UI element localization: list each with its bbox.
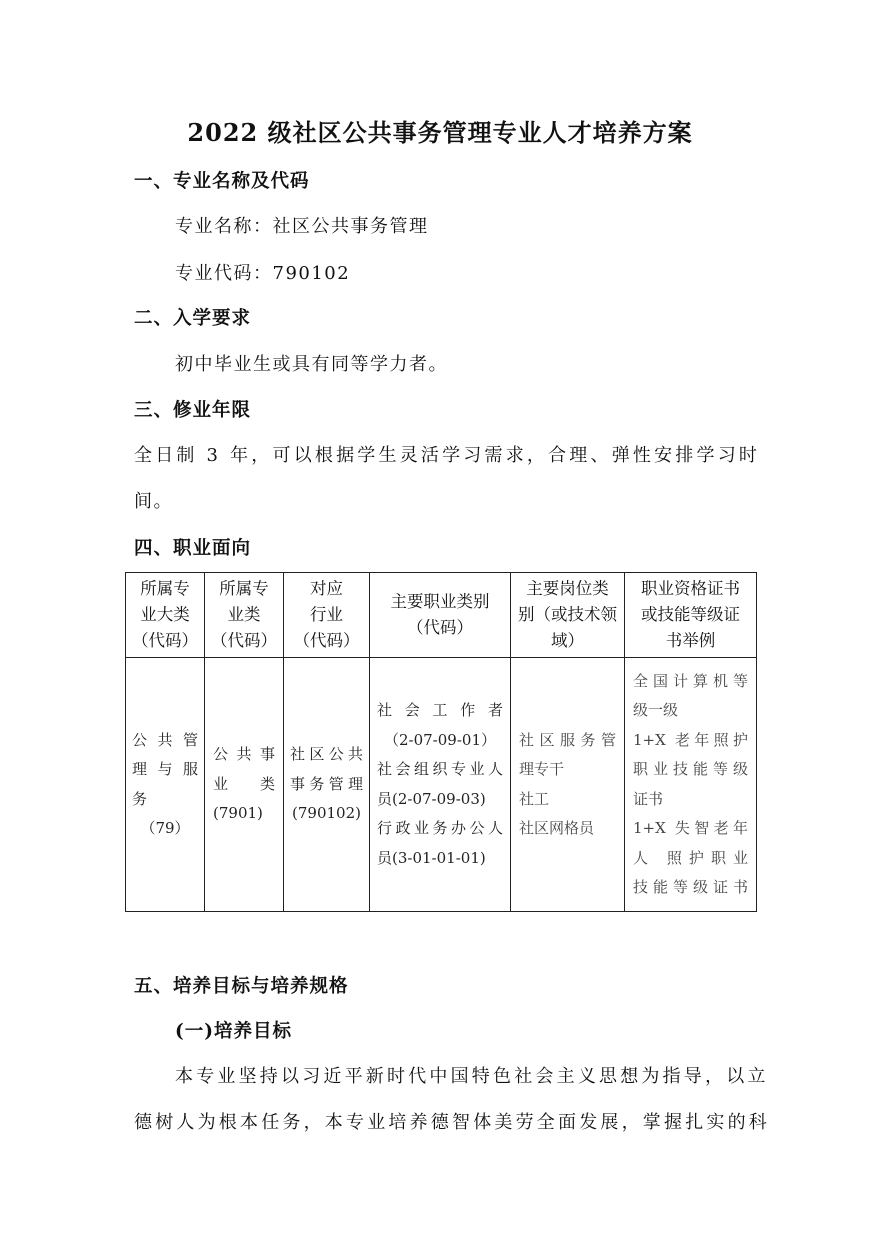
career-table	[125, 572, 757, 912]
admission-text: 初中毕业生或具有同等学力者。	[175, 354, 448, 375]
subsection-heading-goals: (一)培养目标	[175, 1021, 293, 1042]
duration-text-line-2: 间。	[134, 491, 173, 512]
section-heading-goals: 五、培养目标与培养规格	[134, 976, 349, 997]
header-cell-category: 所属专 业大类 （代码）	[126, 573, 205, 658]
header-cell-occupation: 主要职业类别 （代码）	[370, 573, 511, 658]
header-cell-industry: 对应 行业 （代码）	[284, 573, 370, 658]
cell-class: 公共事 业 类 (7901)	[205, 658, 284, 912]
section-heading-duration: 三、修业年限	[134, 400, 252, 421]
header-cell-class: 所属专 业类 （代码）	[205, 573, 284, 658]
section-heading-admission: 二、入学要求	[134, 308, 252, 329]
career-table-header-row	[126, 573, 757, 658]
major-name-line: 专业名称：社区公共事务管理	[175, 216, 429, 237]
goals-text-line-2: 德树人为根本任务，本专业培养德智体美劳全面发展，掌握扎实的科	[134, 1112, 770, 1133]
cell-industry: 社区公共 事务管理 (790102)	[284, 658, 370, 912]
section-heading-major: 一、专业名称及代码	[134, 171, 310, 192]
page-title: 2022 级社区公共事务管理专业人才培养方案	[187, 118, 693, 147]
header-cell-position: 主要岗位类 别（或技术领 域）	[511, 573, 625, 658]
duration-text-line-1: 全日制 3 年，可以根据学生灵活学习需求，合理、弹性安排学习时	[134, 445, 761, 466]
table-row	[126, 658, 757, 912]
header-cell-certificate: 职业资格证书 或技能等级证 书举例	[625, 573, 757, 658]
goals-text-line-1: 本专业坚持以习近平新时代中国特色社会主义思想为指导，以立	[175, 1066, 769, 1087]
cell-position: 社区服务管 理专干 社工 社区网格员	[511, 658, 625, 912]
section-heading-career: 四、职业面向	[134, 538, 252, 559]
major-code-line: 专业代码：790102	[175, 263, 351, 284]
cell-category: 公共管 理与服 务 （79）	[126, 658, 205, 912]
cell-occupation: 社 会 工 作 者 （2-07-09-01） 社会组织专业人 员(2-07-09-03) 行政业务办公人 员(3-01-01-01)	[370, 658, 511, 912]
cell-certificate: 全国计算机等 级一级 1+X 老年照护 职业技能等级 证书 1+X 失智老年 人 照护职业 技能等级证书	[625, 658, 757, 912]
